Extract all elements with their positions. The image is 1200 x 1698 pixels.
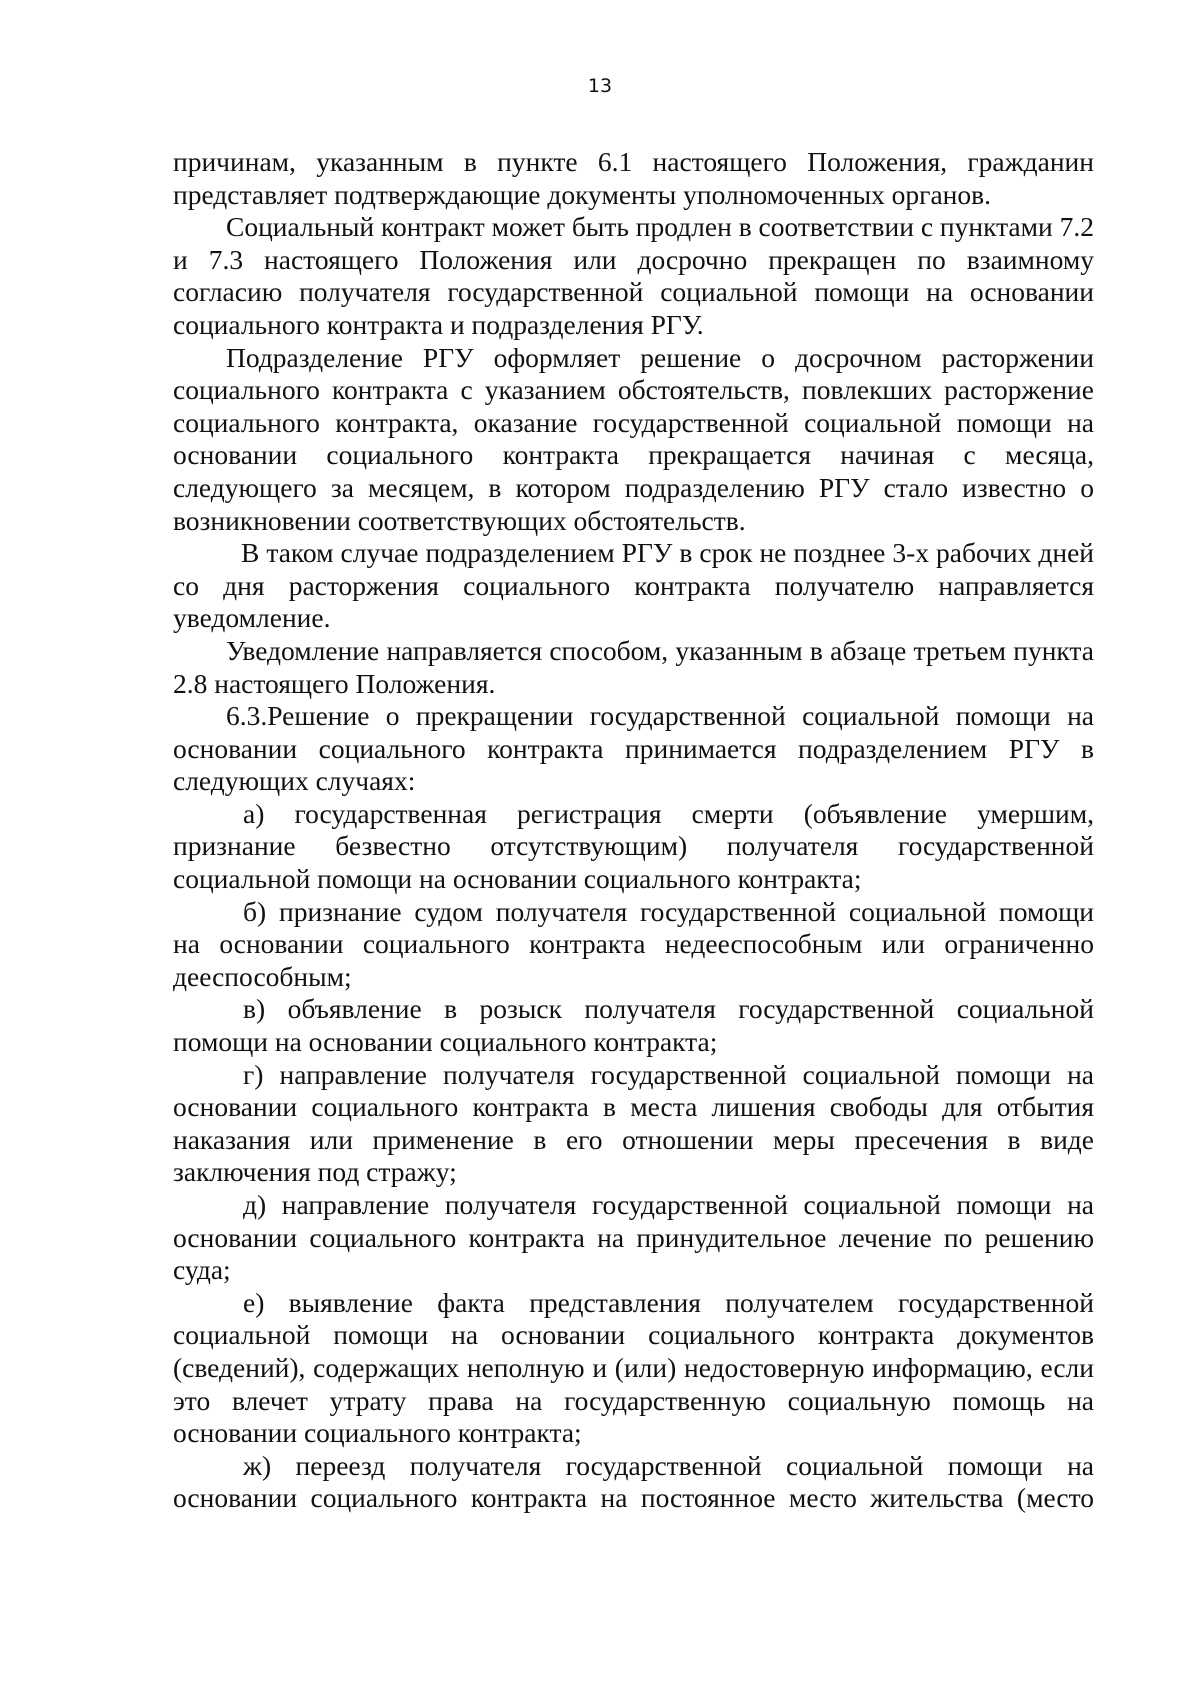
paragraph-notification-method: Уведомление направляется способом, указанным в абзаце третьем пункта 2.8 настоящего Положения. bbox=[173, 634, 1094, 699]
list-item-v: в) объявление в розыск получателя государственной социальной помощи на основании социального контракта; bbox=[173, 993, 1094, 1058]
list-item-d: д) направление получателя государственной социальной помощи на основании социального контракта на принудительное лечение по решению суда; bbox=[173, 1189, 1094, 1286]
list-item-a: а) государственная регистрация смерти (объявление умершим, признание безвестно отсутствующим) получателя государственной социальной помощи на основании социального контракта; bbox=[173, 797, 1094, 895]
list-item-g: г) направление получателя государственной социальной помощи на основании социального контракта в места лишения свободы для отбытия наказания или применение в его отношении меры пресечения в виде заключения под стражу; bbox=[173, 1058, 1094, 1188]
list-item-zh: ж) переезд получателя государственной социальной помощи на основании социального контракта на постоянное место жительства (место bbox=[173, 1449, 1094, 1514]
paragraph-contract-extension: Социальный контракт может быть продлен в соответствии с пунктами 7.2 и 7.3 настоящего Положения или досрочно прекращен по взаимному согласию получателя государственной социальной помощи на основании социального контракта и подразделения РГУ. bbox=[173, 211, 1095, 340]
paragraph-early-termination: Подразделение РГУ оформляет решение о досрочном расторжении социального контракта с указанием обстоятельств, повлекших расторжение социального контракта, оказание государственной социальной помощи на основании социального контракта прекращается начиная с месяца, следующего за месяцем, в котором подразделению РГУ стало известно о возникновении соответствующих обстоятельств. bbox=[173, 341, 1094, 536]
list-item-b-continuation: на основании социального контракта недееспособным или ограниченно дееспособным; bbox=[173, 928, 1094, 992]
list-item-e: е) выявление факта представления получателем государственной социальной помощи на основании социального контракта документов (сведений), содержащих неполную и (или) недостоверную информацию, если это влечет утрату права на государственную социальную помощь на основании социального контракта; bbox=[173, 1286, 1094, 1449]
list-item-b: б) признание судом получателя государственной социальной помощи bbox=[243, 895, 1094, 927]
paragraph-continuation: причинам, указанным в пункте 6.1 настоящего Положения, гражданин представляет подтверждающие документы уполномоченных органов. bbox=[173, 146, 1094, 210]
document-body bbox=[173, 146, 1094, 1515]
page-number: 13 bbox=[587, 75, 613, 97]
paragraph-section-6-3: 6.3.Решение о прекращении государственной социальной помощи на основании социального контракта принимается подразделением РГУ в следующих случаях: bbox=[173, 700, 1094, 797]
paragraph-notification-deadline: В таком случае подразделением РГУ в срок не позднее 3-х рабочих дней со дня расторжения социального контракта получателю направляется уведомление. bbox=[173, 537, 1094, 634]
